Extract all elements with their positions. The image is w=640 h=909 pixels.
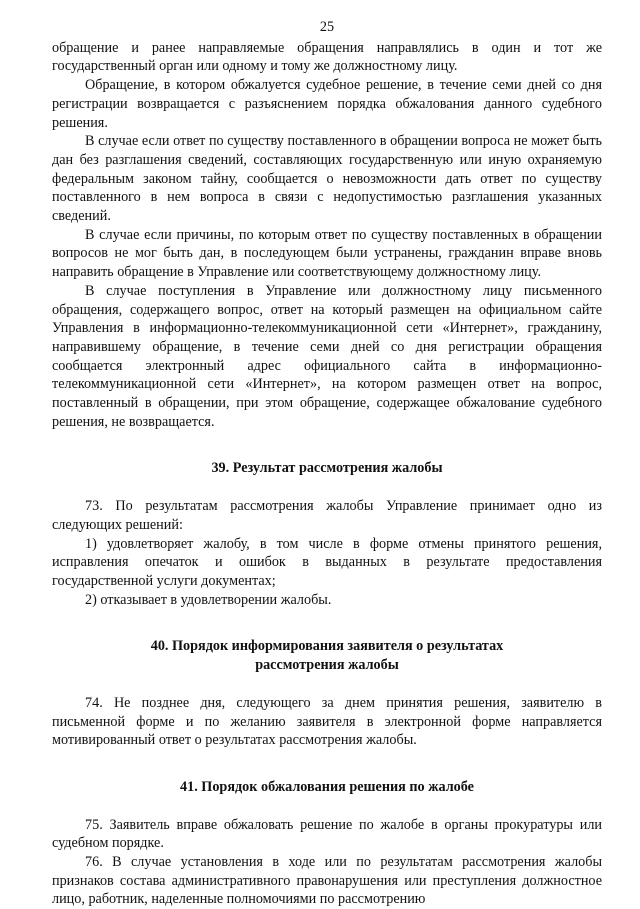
section-heading-40-line-2: рассмотрения жалобы — [255, 657, 399, 674]
list-item-2: 2) отказывает в удовлетворении жалобы. — [85, 591, 332, 608]
paragraph-73: 73. По результатам рассмотрения жалобы Управление принимает одно из следующих решений: — [52, 498, 602, 533]
paragraph-reasons-eliminated: В случае если причины, по которым ответ по существу поставленных в обращении вопросов не мог быть дан, в последующем были устранены, гражданин вправе вновь направить обращение в Управление или соответствующему должностному лицу. — [52, 226, 602, 281]
list-item-1: 1) удовлетворяет жалобу, в том числе в форме отмены принятого решения, исправления опечаток и ошибок в выданных в результате предоставления государственной услуги документах; — [52, 535, 602, 589]
section-heading-41 — [52, 778, 602, 797]
paragraph-court-decision: Обращение, в котором обжалуется судебное решение, в течение семи дней со дня регистрации возвращается с разъяснением порядка обжалования данного судебного решения. — [52, 77, 602, 131]
section-heading-39-line: 39. Результат рассмотрения жалобы — [211, 460, 443, 477]
paragraph-76: 76. В случае установления в ходе или по результатам рассмотрения жалобы признаков состава административного правонарушения или преступления должностное лицо, работник, наделенные полномочиями по рассмотрению — [52, 854, 602, 908]
section-heading-39 — [52, 459, 602, 478]
paragraph-state-secret: В случае если ответ по существу поставленного в обращении вопроса не может быть дан без разглашения сведений, составляющих государственную или иную охраняемую федеральным законом тайну, сообщается о невозможности дать ответ по существу поставленного в нем вопроса в связи с недопустимостью разглашения указанных сведений. — [52, 133, 602, 225]
paragraph-continuation: обращение и ранее направляемые обращения направлялись в один и тот же государственный орган или одному и тому же должностному лицу. — [52, 39, 602, 75]
paragraph-74: 74. Не позднее дня, следующего за днем принятия решения, заявителю в письменной форме и по желанию заявителя в электронной форме направляется мотивированный ответ о результатах рассмотрения жалобы. — [52, 694, 602, 749]
paragraph-75: 75. Заявитель вправе обжаловать решение по жалобе в органы прокуратуры или судебном порядке. — [52, 816, 602, 852]
section-heading-41-line: 41. Порядок обжалования решения по жалобе — [180, 778, 474, 795]
page-number: 25 — [319, 19, 335, 35]
paragraph-answer-published: В случае поступления в Управление или должностному лицу письменного обращения, содержащего вопрос, ответ на который размещен на официальном сайте Управления в информационно-телекоммуникационной сети «Интернет», гражданину, направившему обращение, в течение семи дней со дня регистрации обращения сообщается электронный адрес официального сайта в информационно-телекоммуникационной сети «Интернет», на котором размещен ответ на вопрос, поставленный в обращении, при этом обращение, содержащее обжалование судебного решения, не возвращается. — [52, 282, 602, 430]
section-heading-40-line-1: 40. Порядок информирования заявителя о результатах — [150, 638, 504, 655]
section-heading-40 — [52, 637, 602, 674]
